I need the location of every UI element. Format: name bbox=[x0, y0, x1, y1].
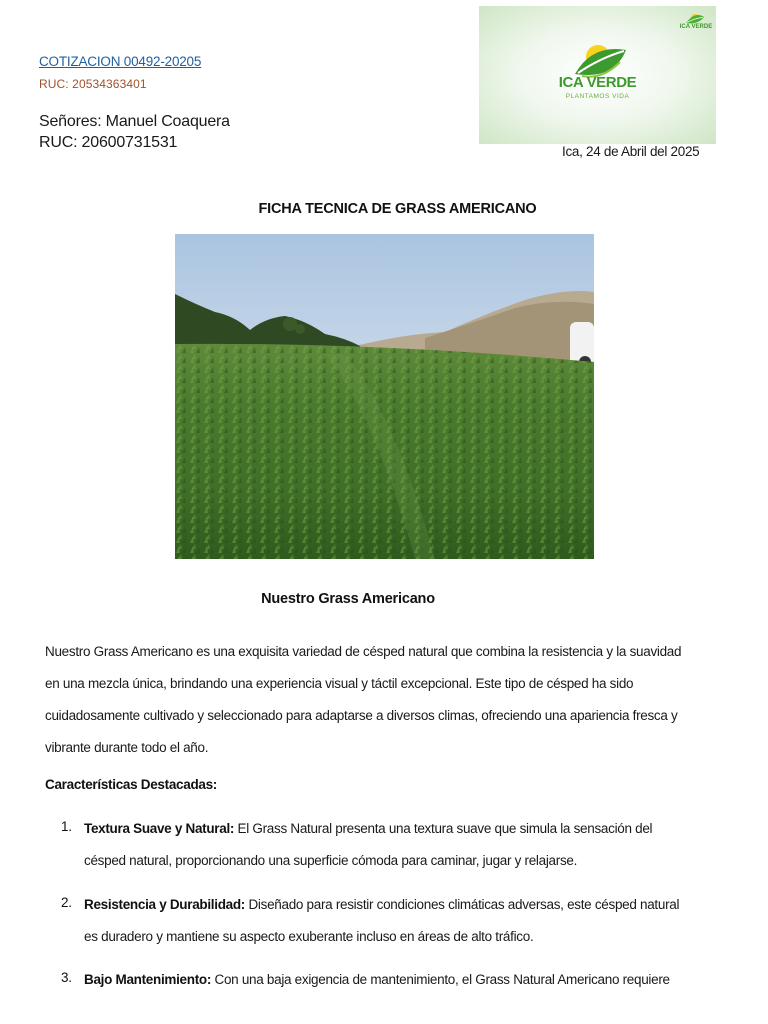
feature-number: 1. bbox=[61, 819, 72, 834]
grass-field-image bbox=[175, 234, 594, 559]
feature-item bbox=[84, 813, 694, 877]
feature-title: Resistencia y Durabilidad: bbox=[84, 897, 246, 912]
quote-number-link[interactable]: COTIZACION 00492-20205 bbox=[39, 54, 202, 69]
feature-line: es duradero y mantiene su aspecto exuberante incluso en áreas de alto tráfico. bbox=[84, 929, 534, 944]
company-logo bbox=[479, 6, 716, 144]
feature-number: 2. bbox=[61, 895, 72, 910]
intro-line: Nuestro Grass Americano es una exquisita variedad de césped natural que combina la resistencia y la suavidad bbox=[45, 644, 682, 659]
features-heading: Características Destacadas: bbox=[45, 777, 218, 792]
feature-item bbox=[84, 889, 694, 953]
feature-title: Textura Suave y Natural: bbox=[84, 821, 235, 836]
feature-line: Con una baja exigencia de mantenimiento, el Grass Natural Americano requiere bbox=[211, 972, 670, 987]
small-brand-name: ICA VERDE bbox=[679, 24, 713, 30]
intro-line: cuidadosamente cultivado y seleccionado para adaptarse a diversos climas, ofreciendo una apariencia fresca y bbox=[45, 708, 678, 723]
section-title: Nuestro Grass Americano bbox=[261, 591, 435, 607]
feature-item bbox=[84, 964, 694, 996]
feature-title: Bajo Mantenimiento: bbox=[84, 972, 212, 987]
intro-line: vibrante durante todo el año. bbox=[45, 740, 209, 755]
quote-ruc: RUC: 20534363401 bbox=[39, 77, 147, 91]
intro-paragraph bbox=[45, 636, 685, 764]
grass-field-photo bbox=[175, 234, 594, 559]
feature-line: Diseñado para resistir condiciones climáticas adversas, este césped natural bbox=[245, 897, 680, 912]
feature-line: El Grass Natural presenta una textura suave que simula la sensación del bbox=[234, 821, 653, 836]
document-date: Ica, 24 de Abril del 2025 bbox=[562, 144, 700, 159]
client-name: Señores: Manuel Coaquera bbox=[39, 113, 230, 130]
feature-line: césped natural, proporcionando una superficie cómoda para caminar, jugar y relajarse. bbox=[84, 853, 578, 868]
feature-number: 3. bbox=[61, 970, 72, 985]
brand-name: ICA VERDE bbox=[558, 74, 637, 91]
client-ruc: RUC: 20600731531 bbox=[39, 134, 178, 151]
brand-tagline: PLANTAMOS VIDA bbox=[565, 93, 630, 100]
document-title: FICHA TECNICA DE GRASS AMERICANO bbox=[258, 201, 537, 217]
intro-line: en una mezcla única, brindando una experiencia visual y táctil excepcional. Este tipo de césped ha sido bbox=[45, 676, 634, 691]
